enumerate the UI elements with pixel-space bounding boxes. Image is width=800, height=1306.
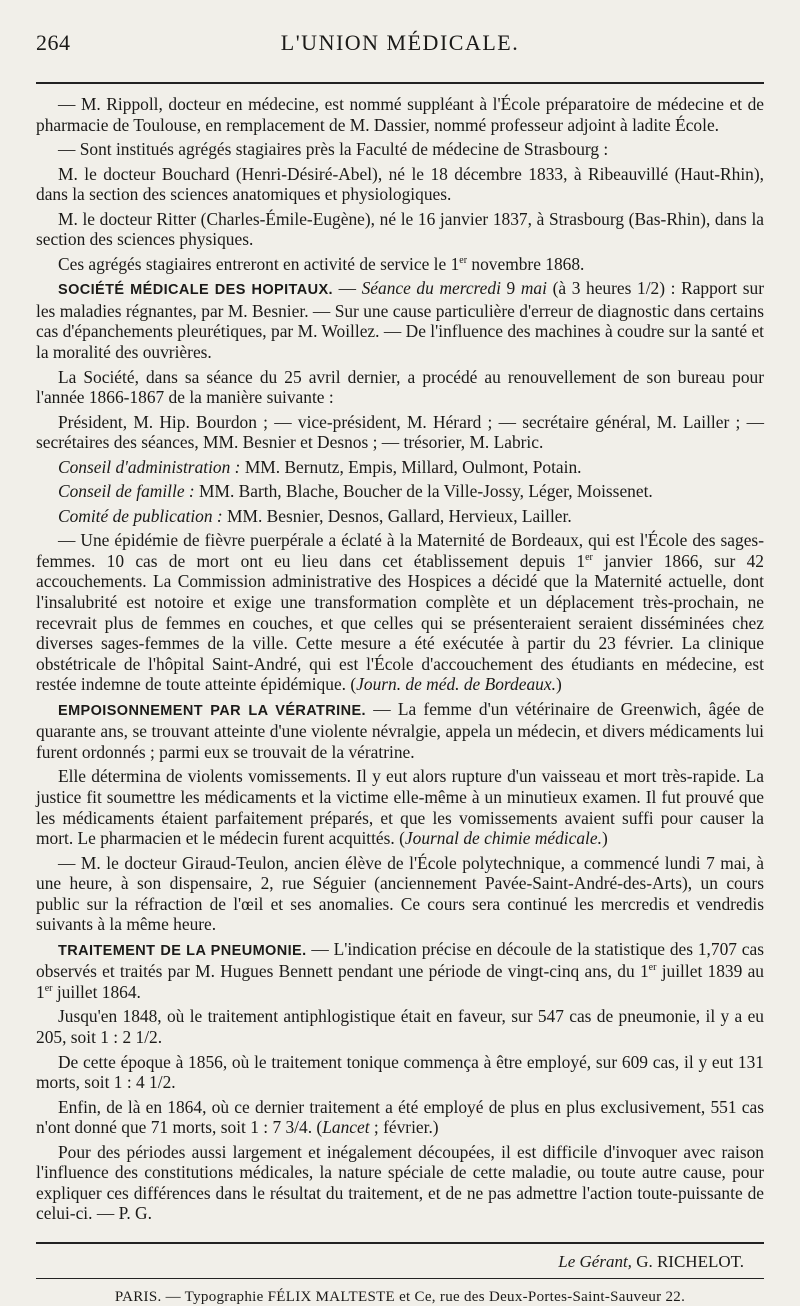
text-segment: Président, M. Hip. Bourdon ; — vice-président, M. Hérard ; — secrétaire général, M. Lailler ; — secrétaires des séances, MM. Besnier et Desnos ; — trésorier, M. Labric. [36,411,764,453]
text-segment: novembre 1868. [467,253,585,274]
text-segment: er [585,552,593,564]
paragraph-p10 [36,481,764,502]
gerant-name: G. RICHELOT. [631,1251,744,1271]
printer-imprint: PARIS. — Typographie FÉLIX MALTESTE et Ce, rue des Deux-Portes-Saint-Sauveur 22. [114,1288,686,1305]
text-segment: MM. Besnier, Desnos, Gallard, Hervieux, Lailler. [222,505,572,526]
section-heading: SOCIÉTÉ MÉDICALE DES HOPITAUX. [58,282,333,299]
paragraph-p20 [36,1142,764,1224]
text-segment: — Une épidémie de fièvre puerpérale a éclaté à la Maternité de Bordeaux, qui est l'École des sages-femmes. 10 cas de mort ont eu lieu dans cet établissement depuis 1 [36,530,764,571]
text-segment: — [332,278,362,299]
paragraph-p15 [36,853,764,935]
text-segment: Ces agrégés stagiaires entreront en activité de service le 1 [58,253,460,274]
text-segment: Jusqu'en 1848, où le traitement antiphlogistique était en faveur, sur 547 cas de pneumonie, il y a eu 205, soit 1 : 2 1/2. [36,1006,764,1047]
text-segment: ) [555,674,562,695]
text-segment: juillet 1864. [52,981,141,1002]
text-segment: Pour des périodes aussi largement et inégalement découpées, il est difficile d'invoquer avec raison l'influence des constitutions médicales, la nature spéciale de cette maladie, ou toute autre cause, pour expliquer ces différences dans le résultat du traitement, et de ne pas admettre l'action toute-puissante de celui-ci. — P. G. [36,1141,764,1224]
paragraph-p4 [36,209,764,250]
page-number: 264 [36,30,71,55]
paragraph-p7 [36,367,764,408]
italic-text: Journal de chimie médicale. [404,828,602,849]
gerant-signature [36,1252,744,1272]
text-segment: — Sont institués agrégés stagiaires près la Faculté de médecine de Strasbourg : [58,139,609,160]
text-segment: — La femme d'un vétérinaire de Greenwich, âgée de quarante ans, se trouvant atteinte d'une violente névralgie, appela un médecin, et divers médicaments lui furent ordonnés ; parmi eux se trouvait de la vératrine. [36,698,764,762]
paragraph-p11 [36,506,764,527]
text-segment: M. le docteur Ritter (Charles-Émile-Eugène), né le 16 janvier 1837, à Strasbourg (Bas-Rhin), dans la section des sciences physiques. [36,208,764,250]
italic-text: Conseil d'administration : [58,456,241,477]
footer-rule [36,1242,764,1244]
paragraph-p12 [36,530,764,694]
paragraph-p18 [36,1052,764,1093]
paragraph-gap [36,1224,764,1228]
italic-text: Journ. de méd. de Bordeaux. [356,674,556,695]
text-segment: De cette époque à 1856, où le traitement tonique commença à être employé, sur 609 cas, il y eut 131 morts, soit 1 : 4 1/2. [36,1051,764,1093]
paragraph-p3 [36,164,764,205]
text-segment: er [459,255,468,267]
text-segment: M. le docteur Bouchard (Henri-Désiré-Abel), né le 18 décembre 1833, à Ribeauvillé (Haut-Rhin), dans la section des sciences anatomiques et physiologiques. [36,163,764,205]
paragraph-p8 [36,412,764,453]
text-segment: La Société, dans sa séance du 25 avril dernier, a procédé au renouvellement de son bureau pour l'année 1866-1867 de la manière suivante : [36,366,764,408]
text-segment: ; février.) [369,1117,439,1138]
italic-text: Lancet [322,1117,370,1138]
article-body [36,94,764,1228]
gerant-label: Le Gérant, [558,1251,632,1271]
paragraph-p17 [36,1006,764,1047]
text-segment: janvier 1866, sur 42 accouchements. La Commission administrative des Hospices a décidé que la Maternité actuelle, dont l'insalubrité est notoire et exige une transformation complète et un déplacement très-prochain, ne recevrait plus de femmes en couches, et que celles qui se présenteraient seraient disséminées chez diverses sages-femmes de la ville. Cette mesure a été exécutée à partir du 23 février. La clinique obstétricale de l'hôpital Saint-André, qui est l'École d'accouchement des étudiants en médecine, est restée indemne de toute atteinte épidémique. ( [36,550,765,695]
section-heading: TRAITEMENT DE LA PNEUMONIE. [58,942,307,959]
section-heading: EMPOISONNEMENT PAR LA VÉRATRINE. [58,702,366,719]
header-rule [36,82,764,84]
paragraph-p9 [36,457,764,478]
italic-text: mai [520,278,547,299]
paragraph-p6 [36,278,764,362]
journal-title: L'UNION MÉDICALE. [280,30,520,55]
text-segment: (à 3 heures 1/2) : Rapport sur les maladies régnantes, par M. Besnier. — Sur une cause particulière d'erreur de diagnostic dans certains cas d'épanchements pleurétiques, par M. Woillez. — De l'influence des machines à coudre sur la santé et la moralité des ouvrières. [36,278,764,363]
italic-text: Conseil de famille : [58,481,195,502]
italic-text: Comité de publication : [58,505,223,526]
text-segment: juillet 1839 au 1 [36,961,764,1002]
paragraph-p2 [36,139,764,160]
text-segment: MM. Barth, Blache, Boucher de la Ville-Jossy, Léger, Moissenet. [194,481,653,502]
text-segment: — M. le docteur Giraud-Teulon, ancien élève de l'École polytechnique, a commencé lundi 7 mai, à une heure, à son dispensaire, 2, rue Séguier (anciennement Pavée-Saint-André-des-Arts), un cours public sur la réfraction de l'œil et ses anomalies. Ce cours sera continué les mercredis et vendredis suivants à la même heure. [36,852,764,935]
paragraph-p19 [36,1097,764,1138]
text-segment: er [648,962,657,974]
paragraph-p1 [36,94,764,135]
paragraph-p13 [36,699,764,763]
text-segment: MM. Bernutz, Empis, Millard, Oulmont, Potain. [240,456,582,477]
text-segment: — M. Rippoll, docteur en médecine, est nommé suppléant à l'École préparatoire de médecine et de pharmacie de Toulouse, en remplacement de M. Dassier, nommé professeur adjoint à ladite École. [36,94,764,135]
text-segment: Elle détermina de violents vomissements. Il y eut alors rupture d'un vaisseau et mort très-rapide. La justice fit soumettre les médicaments et la victime elle-même à un minutieux examen. Il fut prouvé que les médicaments étaient parfaitement préparés, et que les vomissements avaient suffi pour causer la mort. Le pharmacien et le médecin furent acquittés. ( [36,766,764,849]
footer-rule-secondary [36,1278,764,1279]
text-segment: er [44,983,53,995]
paragraph-p16 [36,939,764,1003]
paragraph-p5 [36,254,764,275]
paragraph-p14 [36,766,764,848]
text-segment: — L'indication précise en découle de la statistique des 1,707 cas observés et traités par M. Hugues Bennett pendant une période de vingt-cinq ans, du 1 [36,938,764,982]
text-segment: ) [601,828,608,849]
text-segment: 9 [500,278,521,299]
text-segment: Enfin, de là en 1864, où ce dernier traitement a été employé de plus en plus exclusivement, 551 cas n'ont donné que 71 morts, soit 1 : 7 3/4. ( [36,1096,764,1138]
page-header [36,28,764,64]
italic-text: Séance du mercredi [361,278,501,299]
